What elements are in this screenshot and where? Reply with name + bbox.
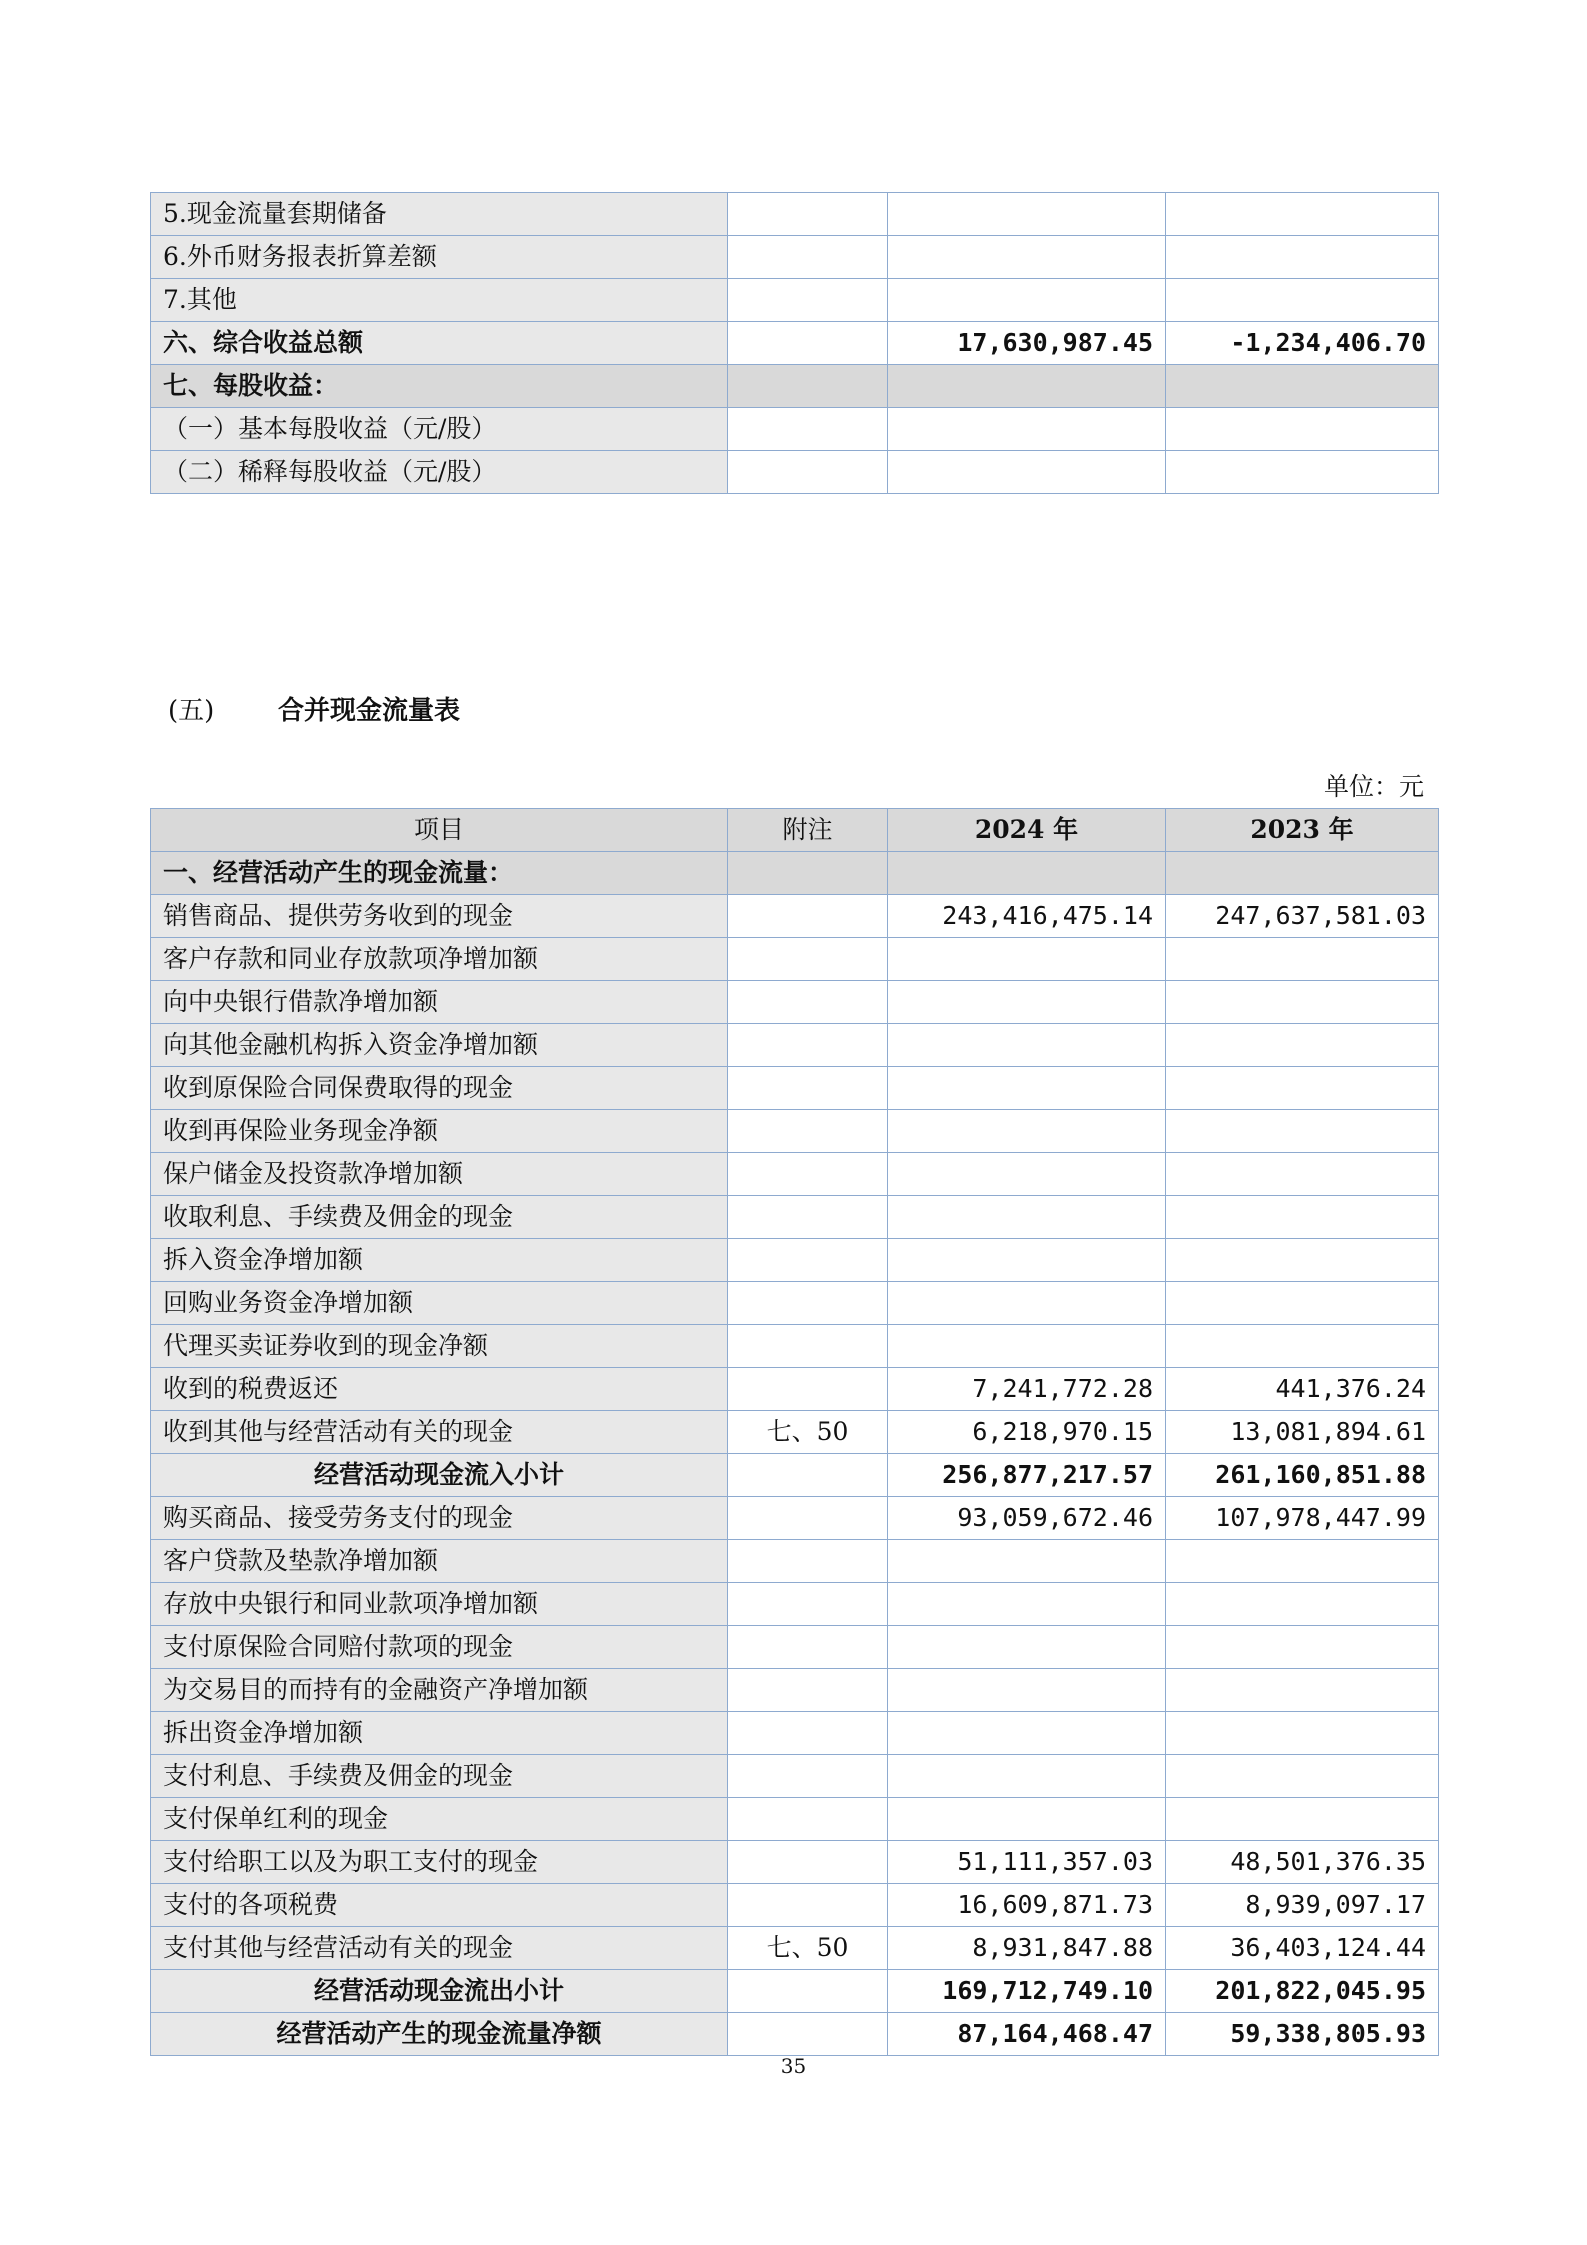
row-note — [728, 1239, 888, 1282]
row-value-2024: 8,931,847.88 — [888, 1927, 1166, 1970]
row-value-2023 — [1166, 1798, 1439, 1841]
row-item-label: 一、经营活动产生的现金流量： — [151, 852, 728, 895]
row-value-2023 — [1166, 1024, 1439, 1067]
row-value-2023 — [1166, 408, 1439, 451]
row-value-2023 — [1166, 1153, 1439, 1196]
row-note — [728, 1626, 888, 1669]
row-note — [728, 1196, 888, 1239]
row-value-2024 — [888, 1540, 1166, 1583]
row-item-label: 经营活动产生的现金流量净额 — [151, 2013, 728, 2056]
row-value-2024 — [888, 1024, 1166, 1067]
row-value-2023: 8,939,097.17 — [1166, 1884, 1439, 1927]
row-note — [728, 852, 888, 895]
row-value-2023: 59,338,805.93 — [1166, 2013, 1439, 2056]
row-value-2024 — [888, 1583, 1166, 1626]
table-body — [151, 193, 1439, 494]
subtotal-row — [151, 2013, 1439, 2056]
section-heading — [168, 690, 460, 727]
row-value-2023 — [1166, 852, 1439, 895]
row-item-label: 支付利息、手续费及佣金的现金 — [151, 1755, 728, 1798]
row-note — [728, 279, 888, 322]
row-item-label: 拆入资金净增加额 — [151, 1239, 728, 1282]
section-number: (五) — [168, 696, 215, 726]
row-note — [728, 981, 888, 1024]
row-item-label: 收到的税费返还 — [151, 1368, 728, 1411]
row-item-label: 5.现金流量套期储备 — [151, 193, 728, 236]
row-value-2023: 107,978,447.99 — [1166, 1497, 1439, 1540]
row-value-2023: 201,822,045.95 — [1166, 1970, 1439, 2013]
row-value-2023 — [1166, 1239, 1439, 1282]
row-value-2023 — [1166, 1669, 1439, 1712]
row-value-2024 — [888, 1325, 1166, 1368]
table-row — [151, 193, 1439, 236]
row-value-2023: 13,081,894.61 — [1166, 1411, 1439, 1454]
row-value-2024: 17,630,987.45 — [888, 322, 1166, 365]
row-value-2024 — [888, 1669, 1166, 1712]
table-row — [151, 1669, 1439, 1712]
subtotal-row — [151, 1970, 1439, 2013]
row-note — [728, 1755, 888, 1798]
row-value-2023 — [1166, 279, 1439, 322]
row-value-2023: 247,637,581.03 — [1166, 895, 1439, 938]
row-note — [728, 1024, 888, 1067]
row-value-2023: -1,234,406.70 — [1166, 322, 1439, 365]
row-value-2024: 256,877,217.57 — [888, 1454, 1166, 1497]
header-note: 附注 — [728, 809, 888, 852]
table-row — [151, 1755, 1439, 1798]
row-value-2024 — [888, 279, 1166, 322]
row-note — [728, 193, 888, 236]
row-value-2024 — [888, 1798, 1166, 1841]
row-value-2023 — [1166, 1325, 1439, 1368]
section-row — [151, 852, 1439, 895]
row-item-label: 保户储金及投资款净增加额 — [151, 1153, 728, 1196]
row-value-2024 — [888, 193, 1166, 236]
row-note — [728, 1282, 888, 1325]
row-value-2023 — [1166, 365, 1439, 408]
row-value-2024: 6,218,970.15 — [888, 1411, 1166, 1454]
table-row — [151, 1884, 1439, 1927]
row-note — [728, 1798, 888, 1841]
subtotal-row — [151, 1454, 1439, 1497]
table-row — [151, 1153, 1439, 1196]
row-value-2024 — [888, 236, 1166, 279]
row-item-label: 六、综合收益总额 — [151, 322, 728, 365]
table-body — [151, 852, 1439, 2056]
row-item-label: 收到再保险业务现金净额 — [151, 1110, 728, 1153]
comprehensive-income-table-continued — [150, 192, 1439, 494]
row-value-2024: 16,609,871.73 — [888, 1884, 1166, 1927]
row-value-2024: 243,416,475.14 — [888, 895, 1166, 938]
table-row — [151, 981, 1439, 1024]
row-value-2023 — [1166, 1110, 1439, 1153]
header-item: 项目 — [151, 809, 728, 852]
table-row — [151, 938, 1439, 981]
table-row — [151, 895, 1439, 938]
row-item-label: 为交易目的而持有的金融资产净增加额 — [151, 1669, 728, 1712]
row-value-2023 — [1166, 1067, 1439, 1110]
row-item-label: 支付其他与经营活动有关的现金 — [151, 1927, 728, 1970]
row-note — [728, 1067, 888, 1110]
row-item-label: 支付原保险合同赔付款项的现金 — [151, 1626, 728, 1669]
row-value-2024: 169,712,749.10 — [888, 1970, 1166, 2013]
row-value-2024 — [888, 1153, 1166, 1196]
row-value-2023: 36,403,124.44 — [1166, 1927, 1439, 1970]
row-note — [728, 1325, 888, 1368]
row-note — [728, 895, 888, 938]
row-value-2024: 87,164,468.47 — [888, 2013, 1166, 2056]
header-2023: 2023 年 — [1166, 809, 1439, 852]
row-value-2023: 441,376.24 — [1166, 1368, 1439, 1411]
row-value-2024 — [888, 1626, 1166, 1669]
row-note — [728, 1540, 888, 1583]
row-note — [728, 1454, 888, 1497]
row-note — [728, 1884, 888, 1927]
table-row — [151, 236, 1439, 279]
table-row — [151, 1712, 1439, 1755]
row-item-label: 代理买卖证券收到的现金净额 — [151, 1325, 728, 1368]
row-item-label: 支付给职工以及为职工支付的现金 — [151, 1841, 728, 1884]
row-value-2024 — [888, 938, 1166, 981]
table-row — [151, 1368, 1439, 1411]
table-row — [151, 1067, 1439, 1110]
row-item-label: 购买商品、接受劳务支付的现金 — [151, 1497, 728, 1540]
row-value-2024 — [888, 1110, 1166, 1153]
row-value-2023 — [1166, 1755, 1439, 1798]
row-item-label: 6.外币财务报表折算差额 — [151, 236, 728, 279]
row-note — [728, 1497, 888, 1540]
row-note — [728, 2013, 888, 2056]
row-note — [728, 1153, 888, 1196]
row-item-label: 销售商品、提供劳务收到的现金 — [151, 895, 728, 938]
table-row — [151, 1497, 1439, 1540]
row-item-label: 七、每股收益： — [151, 365, 728, 408]
row-value-2023 — [1166, 1583, 1439, 1626]
table-row — [151, 1239, 1439, 1282]
row-note — [728, 365, 888, 408]
row-value-2024 — [888, 852, 1166, 895]
row-value-2024 — [888, 1067, 1166, 1110]
table-row — [151, 408, 1439, 451]
row-value-2023 — [1166, 1626, 1439, 1669]
section-title: 合并现金流量表 — [278, 696, 461, 726]
consolidated-cash-flow-table — [150, 808, 1439, 2056]
row-value-2024 — [888, 451, 1166, 494]
table-row — [151, 1927, 1439, 1970]
table-row — [151, 1626, 1439, 1669]
row-item-label: 收取利息、手续费及佣金的现金 — [151, 1196, 728, 1239]
row-note — [728, 1712, 888, 1755]
row-value-2023: 261,160,851.88 — [1166, 1454, 1439, 1497]
row-note — [728, 322, 888, 365]
row-value-2024 — [888, 408, 1166, 451]
row-item-label: 经营活动现金流出小计 — [151, 1970, 728, 2013]
table-row — [151, 1583, 1439, 1626]
row-value-2023 — [1166, 938, 1439, 981]
row-item-label: 7.其他 — [151, 279, 728, 322]
row-item-label: 向其他金融机构拆入资金净增加额 — [151, 1024, 728, 1067]
row-item-label: 客户存款和同业存放款项净增加额 — [151, 938, 728, 981]
row-value-2024 — [888, 1282, 1166, 1325]
page-number: 35 — [780, 2054, 807, 2078]
table-row — [151, 1411, 1439, 1454]
table-row — [151, 1540, 1439, 1583]
table-row — [151, 1282, 1439, 1325]
row-value-2023 — [1166, 236, 1439, 279]
row-note — [728, 1583, 888, 1626]
row-value-2024 — [888, 1196, 1166, 1239]
table-row — [151, 451, 1439, 494]
table-row — [151, 1110, 1439, 1153]
row-note — [728, 451, 888, 494]
row-value-2023 — [1166, 1196, 1439, 1239]
row-value-2024: 7,241,772.28 — [888, 1368, 1166, 1411]
table-row — [151, 279, 1439, 322]
section-row — [151, 365, 1439, 408]
row-value-2024 — [888, 1712, 1166, 1755]
row-note — [728, 1841, 888, 1884]
row-item-label: 收到原保险合同保费取得的现金 — [151, 1067, 728, 1110]
row-value-2023 — [1166, 1712, 1439, 1755]
row-note — [728, 938, 888, 981]
row-note — [728, 1970, 888, 2013]
row-item-label: （一）基本每股收益（元/股） — [151, 408, 728, 451]
table-row — [151, 1196, 1439, 1239]
table-row — [151, 1325, 1439, 1368]
row-item-label: 回购业务资金净增加额 — [151, 1282, 728, 1325]
row-value-2024 — [888, 365, 1166, 408]
row-item-label: 向中央银行借款净增加额 — [151, 981, 728, 1024]
row-value-2024 — [888, 1239, 1166, 1282]
row-item-label: （二）稀释每股收益（元/股） — [151, 451, 728, 494]
row-value-2024: 51,111,357.03 — [888, 1841, 1166, 1884]
row-value-2023 — [1166, 1540, 1439, 1583]
row-item-label: 支付的各项税费 — [151, 1884, 728, 1927]
row-note — [728, 1669, 888, 1712]
table-header-row — [151, 809, 1439, 852]
row-value-2023 — [1166, 981, 1439, 1024]
row-item-label: 存放中央银行和同业款项净增加额 — [151, 1583, 728, 1626]
row-note — [728, 236, 888, 279]
unit-label: 单位：元 — [1323, 772, 1424, 801]
row-value-2024 — [888, 981, 1166, 1024]
row-note — [728, 408, 888, 451]
row-item-label: 客户贷款及垫款净增加额 — [151, 1540, 728, 1583]
row-note — [728, 1110, 888, 1153]
row-item-label: 拆出资金净增加额 — [151, 1712, 728, 1755]
row-value-2024 — [888, 1755, 1166, 1798]
row-item-label: 经营活动现金流入小计 — [151, 1454, 728, 1497]
row-note — [728, 1368, 888, 1411]
table-row — [151, 1024, 1439, 1067]
row-value-2023 — [1166, 451, 1439, 494]
row-value-2023: 48,501,376.35 — [1166, 1841, 1439, 1884]
row-value-2023 — [1166, 1282, 1439, 1325]
row-item-label: 支付保单红利的现金 — [151, 1798, 728, 1841]
row-value-2023 — [1166, 193, 1439, 236]
row-note: 七、50 — [728, 1411, 888, 1454]
table-row — [151, 322, 1439, 365]
row-value-2024: 93,059,672.46 — [888, 1497, 1166, 1540]
row-note: 七、50 — [728, 1927, 888, 1970]
header-2024: 2024 年 — [888, 809, 1166, 852]
row-item-label: 收到其他与经营活动有关的现金 — [151, 1411, 728, 1454]
table-row — [151, 1841, 1439, 1884]
table-row — [151, 1798, 1439, 1841]
